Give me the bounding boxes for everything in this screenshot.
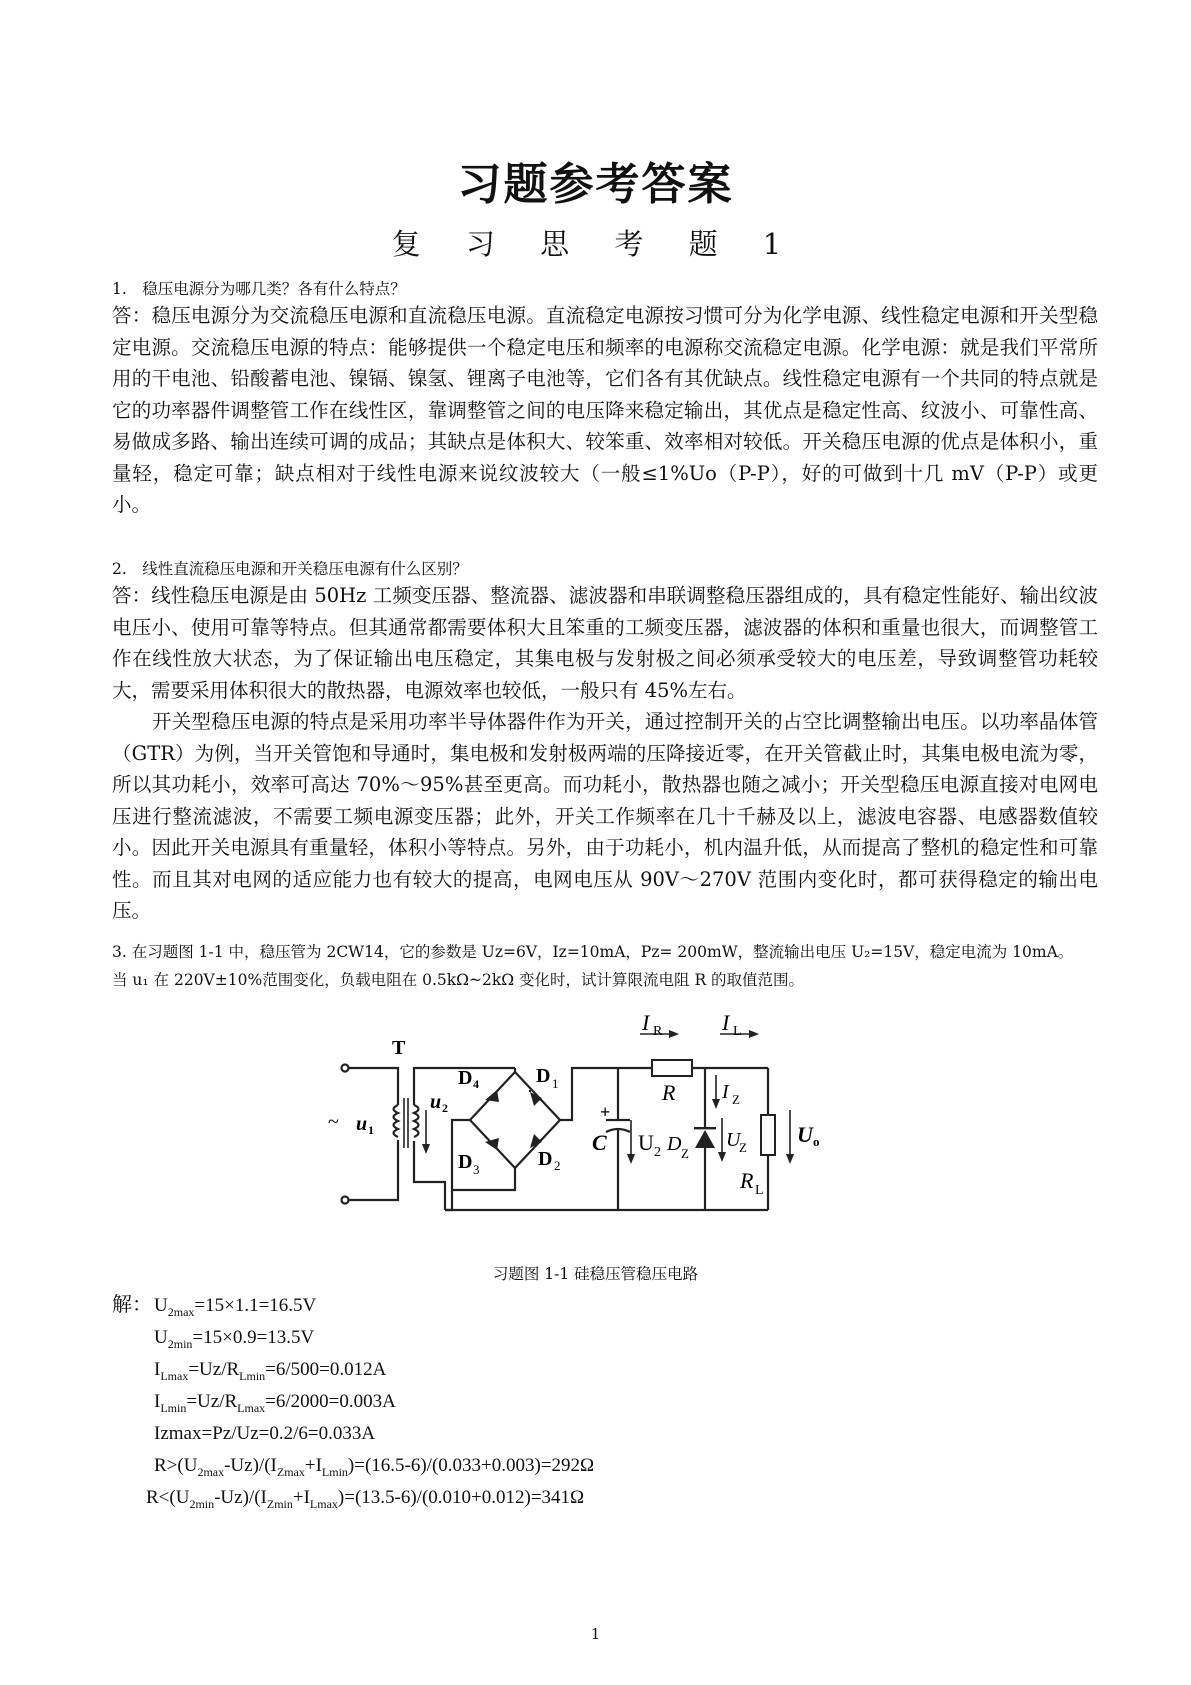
il-label: I bbox=[722, 1010, 730, 1035]
ir-label: I bbox=[642, 1010, 650, 1035]
d4-label: D bbox=[458, 1067, 473, 1089]
answer-1: 答：稳压电源分为交流稳压电源和直流稳压电源。直流稳定电源按习惯可分为化学电源、线性稳定电源和开关型稳定电源。交流稳压电源的特点：能够提供一个稳定电压和频率的电源称交流稳定电源。化学电源：就是我们平常所用的干电池、铅酸蓄电池、镍镉、镍氢、锂离子电池等，它们各有其优缺点。线性稳定电源有一个共同的特点就是它的功率器件调整管工作在线性区，靠调整管之间的电压降来稳定输出，其优点是稳定性高、纹波小、可靠性高、易做成多路、输出连续可调的成品；其缺点是体积大、较笨重、效率相对较低。开关稳压电源的优点是体积小，重量轻，稳定可靠；缺点相对于线性电源来说纹波较大（一般≤1%Uo（P-P），好的可做到十几 mV（P-P）或更小。 bbox=[112, 304, 1098, 516]
il-sub: L bbox=[733, 1024, 742, 1039]
solution-label: 解： bbox=[112, 1294, 152, 1316]
capacitor-plus: + bbox=[600, 1102, 611, 1122]
question-1: 1. 稳压电源分为哪几类？各有什么特点？ bbox=[112, 280, 406, 298]
d1-label: D bbox=[536, 1065, 551, 1087]
question-3-line-1: 3. 在习题图 1-1 中，稳压管为 2CW14，它的参数是 Uz=6V，Iz=10mA，Pz= 200mW，整流输出电压 U₂=15V，稳定电流为 10mA。 bbox=[112, 943, 1074, 961]
solution-line-3: $I_{Lmax}=Uz/R_{Lmin}=6/500=0.012A$ bbox=[154, 1359, 387, 1383]
page-number: 1 bbox=[590, 1625, 601, 1643]
iz-label: I bbox=[722, 1081, 729, 1103]
d4-sub: 4 bbox=[473, 1077, 479, 1091]
uo-label: U bbox=[797, 1122, 813, 1147]
uz-sub: Z bbox=[739, 1140, 747, 1155]
solution-line-2: $U_{2min}=15\times 0.9=13.5V$ bbox=[154, 1327, 315, 1351]
d2-label: D bbox=[538, 1148, 553, 1170]
solution-line-1: $U_{2max}=15\times 1.1=16.5V$ bbox=[154, 1295, 317, 1319]
iz-sub: Z bbox=[732, 1092, 740, 1107]
regulator-circuit-diagram bbox=[328, 1010, 870, 1250]
figure-caption: 习题图 1-1 硅稳压管稳压电路 bbox=[492, 1265, 699, 1283]
solution-line-6: $R>(U_{2max}-Uz)/(I_{Zmax}+I_{Lmin})=(16.5-6)/(0.033+0.003)=292\Omega$ bbox=[154, 1455, 595, 1479]
dz-sub: Z bbox=[681, 1146, 689, 1161]
answer-2-paragraph-2: 开关型稳压电源的特点是采用功率半导体器件作为开关，通过控制开关的占空比调整输出电压。以功率晶体管（GTR）为例，当开关管饱和导通时，集电极和发射极两端的压降接近零，在开关管截止时，其集电极电流为零，所以其功耗小，效率可高达 70%～95%甚至更高。而功耗小，散热器也随之减小；开关型稳压电源直接对电网电压进行整流滤波，不需要工频电源变压器；此外，开关工作频率在几十千赫及以上，滤波电容器、电感器数值较小。因此开关电源具有重量轻，体积小等特点。另外，由于功耗小，机内温升低，从而提高了整机的稳定性和可靠性。而且其对电网的适应能力也有较大的提高，电网电压从 90V～270V 范围内变化时，都可获得稳定的输出电压。 bbox=[112, 710, 1098, 922]
answer-2-paragraph-1: 答：线性稳压电源是由 50Hz 工频变压器、整流器、滤波器和串联调整稳压器组成的，具有稳定性能好、输出纹波电压小、使用可靠等特点。但其通常都需要体积大且笨重的工频变压器，滤波器的体积和重量也很大，而调整管工作在线性放大状态，为了保证输出电压稳定，其集电极与发射极之间必须承受较大的电压差，导致调整管功耗较大，需要采用体积很大的散热器，电源效率也较低，一般只有 45%左右。 bbox=[112, 584, 1098, 702]
d3-label: D bbox=[458, 1151, 473, 1173]
capacitor-label: C bbox=[592, 1130, 607, 1155]
uz-label: U bbox=[726, 1129, 741, 1151]
ac-source-symbol: ~ bbox=[328, 1111, 339, 1133]
page-title: 习题参考答案 bbox=[457, 159, 734, 210]
solution-line-5: Izmax=Pz/Uz=0.2/6=0.033A bbox=[154, 1423, 376, 1444]
d1-sub: 1 bbox=[552, 1076, 559, 1091]
dz-label: D bbox=[667, 1133, 682, 1155]
d3-sub: 3 bbox=[473, 1162, 480, 1177]
u2-rail-sub: 2 bbox=[654, 1145, 661, 1160]
question-3-line-2: 当 u₁ 在 220V±10%范围变化，负载电阻在 0.5kΩ~2kΩ 变化时，试计算限流电阻 R 的取值范围。 bbox=[112, 971, 805, 989]
question-2: 2. 线性直流稳压电源和开关稳压电源有什么区别？ bbox=[112, 560, 468, 578]
ir-sub: R bbox=[653, 1024, 663, 1039]
u2-label: u bbox=[430, 1091, 442, 1113]
u2-rail-label: U bbox=[638, 1130, 654, 1155]
d2-sub: 2 bbox=[554, 1158, 561, 1173]
rl-sub: L bbox=[755, 1183, 764, 1198]
u1-label: u bbox=[356, 1113, 368, 1135]
section-subtitle: 复 习 思 考 题 1 bbox=[391, 227, 800, 261]
solution-line-4: $I_{Lmin}=Uz/R_{Lmax}=6/2000=0.003A$ bbox=[154, 1391, 396, 1415]
transformer-label: T bbox=[392, 1037, 406, 1059]
uo-sub: o bbox=[813, 1134, 820, 1149]
u1-sub: 1 bbox=[368, 1123, 374, 1137]
rl-label: R bbox=[740, 1168, 754, 1193]
solution-line-7: $R<(U_{2min}-Uz)/(I_{Zmin}+I_{Lmax})=(13.5-6)/(0.010+0.012)=341\Omega$ bbox=[146, 1487, 585, 1511]
resistor-label: R bbox=[662, 1080, 676, 1105]
u2-sub: 2 bbox=[442, 1101, 448, 1115]
